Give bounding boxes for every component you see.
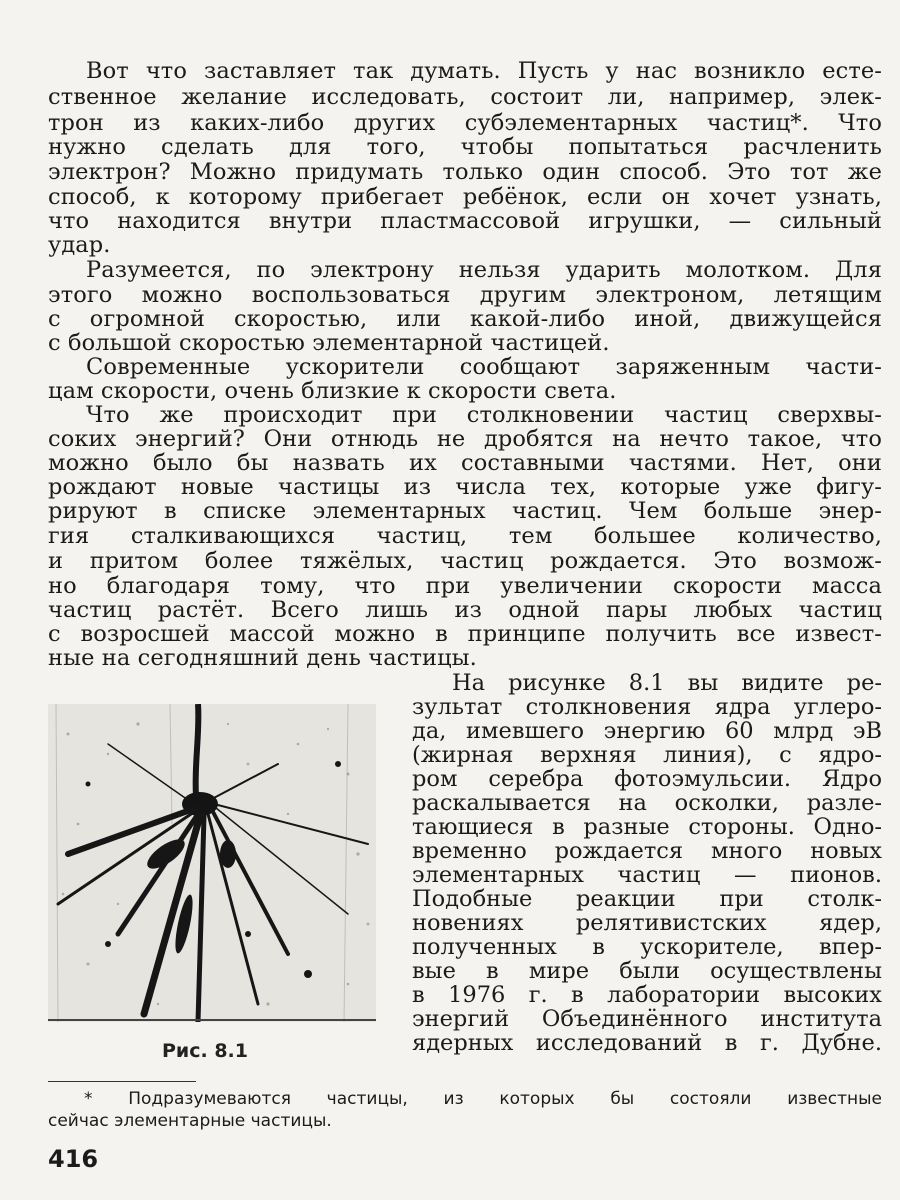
text-line: временно рождается много новых (412, 838, 882, 864)
text-line: цам скорости, очень близкие к скорости света. (48, 378, 617, 404)
text-line: полученных в ускорителе, впер- (412, 934, 882, 960)
text-line: в 1976 г. в лаборатории высоких (412, 982, 882, 1008)
text-line: удар. (48, 232, 111, 258)
text-line: На рисунке 8.1 вы видите ре- (452, 670, 882, 696)
text-line: ные на сегодняшний день частицы. (48, 645, 477, 671)
text-line: (жирная верхняя линия), с ядро- (412, 742, 882, 768)
text-line: Что же происходит при столкновении частиц сверхвы- (86, 402, 882, 428)
text-line: нужно сделать для того, чтобы попытаться расчленить (48, 134, 882, 160)
text-line: трон из каких-либо других субэлементарных частиц*. Что (48, 110, 882, 136)
text-line: частиц растёт. Всего лишь из одной пары любых частиц (48, 597, 882, 623)
emulsion-track-image (48, 704, 376, 1022)
text-line: элементарных частиц — пионов. (412, 862, 882, 888)
text-line: рируют в списке элементарных частиц. Чем больше энер- (48, 498, 882, 524)
text-line: зультат столкновения ядра углеро- (412, 694, 882, 720)
text-line: с возросшей массой можно в принципе получить все извест- (48, 621, 882, 647)
text-line: Подобные реакции при столк- (412, 886, 882, 912)
text-line: тающиеся в разные стороны. Одно- (412, 814, 882, 840)
text-line: но благодаря тому, что при увеличении скорости масса (48, 573, 882, 599)
text-line: с огромной скоростью, или какой-либо иной, движущейся (48, 306, 882, 332)
figure-8-1-photo (48, 704, 376, 1022)
footnote-line: сейчас элементарные частицы. (48, 1111, 332, 1131)
text-line: Вот что заставляет так думать. Пусть у нас возникло есте- (86, 58, 882, 84)
text-line: можно было бы назвать их составными частями. Нет, они (48, 450, 882, 476)
text-line: что находится внутри пластмассовой игрушки, — сильный (48, 208, 882, 234)
text-line: этого можно воспользоваться другим электроном, летящим (48, 282, 882, 308)
page-number: 416 (48, 1145, 99, 1173)
text-line: раскалывается на осколки, разле- (412, 790, 882, 816)
text-line: новениях релятивистских ядер, (412, 910, 882, 936)
text-line: да, имевшего энергию 60 млрд эВ (412, 718, 882, 744)
text-line: способ, к которому прибегает ребёнок, если он хочет узнать, (48, 184, 882, 210)
text-line: ственное желание исследовать, состоит ли, например, элек- (48, 84, 882, 110)
text-line: и притом более тяжёлых, частиц рождается. Это возмож- (48, 548, 882, 574)
footnote-divider (48, 1081, 196, 1082)
text-line: Современные ускорители сообщают заряженным части- (86, 354, 882, 380)
text-line: с большой скоростью элементарной частицей. (48, 330, 610, 356)
text-line: ром серебра фотоэмульсии. Ядро (412, 766, 882, 792)
figure-caption: Рис. 8.1 (162, 1040, 248, 1062)
text-line: ядерных исследований в г. Дубне. (412, 1030, 882, 1056)
text-line: Разумеется, по электрону нельзя ударить молотком. Для (86, 257, 882, 283)
footnote-line: * Подразумеваются частицы, из которых бы состояли известные (84, 1089, 882, 1109)
text-line: вые в мире были осуществлены (412, 958, 882, 984)
text-line: гия сталкивающихся частиц, тем большее количество, (48, 523, 882, 549)
text-line: соких энергий? Они отнюдь не дробятся на нечто такое, что (48, 426, 882, 452)
text-line: электрон? Можно придумать только один способ. Это тот же (48, 159, 882, 185)
text-line: энергий Объединённого института (412, 1006, 882, 1032)
text-line: рождают новые частицы из числа тех, которые уже фигу- (48, 474, 882, 500)
